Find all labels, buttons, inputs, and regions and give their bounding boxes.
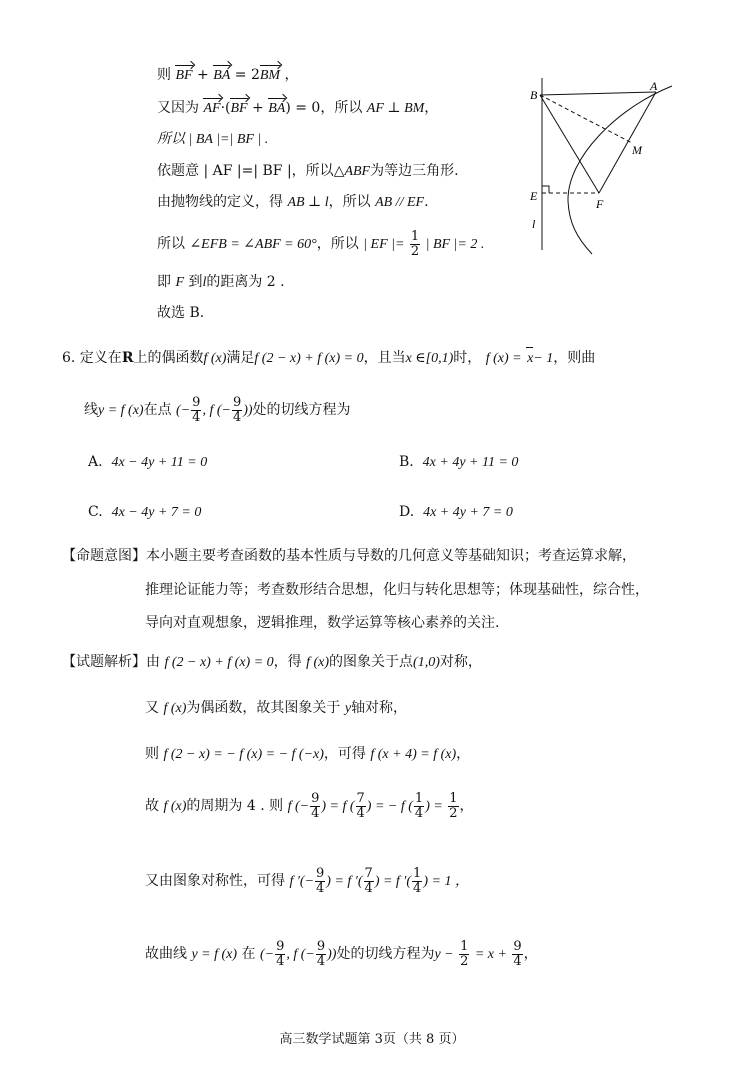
label-m: M <box>632 143 642 157</box>
parabola-curve <box>568 86 672 254</box>
segment-bf <box>540 95 599 193</box>
q6-line-1: 6. 定义在R上的偶函数f (x)满足f (2 − x) + f (x) = 0，且当x ∈[0,1)时， f (x) = x− 1，则曲 <box>62 347 595 369</box>
label-f: F <box>596 197 604 211</box>
q6-option-b[interactable]: B. 4x + 4y + 11 = 0 <box>399 454 519 470</box>
solution-line-4: 依题意 | AF |=| BF |，所以△ABF为等边三角形. <box>157 163 459 179</box>
q6-option-d[interactable]: D. 4x + 4y + 7 = 0 <box>399 504 513 520</box>
label-a: A <box>650 79 658 93</box>
parabola-geometry-figure <box>522 78 682 263</box>
intent-line-3: 导向对直观想象，逻辑推理，数学运算等核心素养的关注. <box>145 615 500 631</box>
segment-fa <box>599 92 656 193</box>
analysis-line-6: 故曲线 y = f (x) 在 (− $\frac{9}{4}$ , f (− $\frac{9}{4}$ ))处的切线方程为y − $\frac{1}{2}$ = x + $\frac{9}{4}$ ， <box>145 938 538 969</box>
analysis-tag: 【试题解析】 <box>62 654 146 670</box>
analysis-line-1: 【试题解析】由 f (2 − x) + f (x) = 0，得 f (x)的图象关于点(1,0)对称， <box>62 654 482 670</box>
solution-line-6: 所以 ∠EFB = ∠ABF = 60°，所以 | EF |= $\frac{1}{2}$ | BF |= 2 . <box>157 228 485 259</box>
vector-bf: BF <box>175 65 192 86</box>
intent-line-1: 【命题意图】本小题主要考查函数的基本性质与导数的几何意义等基础知识；考查运算求解， <box>62 548 636 564</box>
segment-bm-dashed <box>540 95 632 143</box>
solution-line-3: 所以 | BA |=| BF | . <box>157 132 269 147</box>
intent-tag: 【命题意图】 <box>62 548 146 564</box>
label-l: l <box>532 217 536 231</box>
solution-line-1: 则 BF + BA = 2BM ， <box>157 65 299 86</box>
solution-line-2: 又因为 AF·(BF + BA) = 0，所以 AF ⊥ BM， <box>157 98 438 119</box>
solution-line-7: 即 F 到l的距离为 2 . <box>157 274 285 290</box>
analysis-line-3: 则 f (2 − x) = − f (x) = − f (−x)，可得 f (x + 4) = f (x)， <box>145 746 471 762</box>
solution-line-5: 由抛物线的定义，得 AB ⊥ l，所以 AB // EF. <box>157 194 429 210</box>
q6-line-2: 线y = f (x)在点 (− $\frac{9}{4}$ , f (− $\frac{9}{4}$ ))处的切线方程为 <box>84 394 351 425</box>
label-b: B <box>530 88 538 102</box>
page-footer: 高三数学试题第 3页（共 8 页） <box>279 1032 465 1047</box>
intent-line-2: 推理论证能力等；考查数形结合思想，化归与转化思想等；体现基础性，综合性， <box>145 582 649 598</box>
label-e: E <box>530 189 538 203</box>
q6-option-c[interactable]: C. 4x − 4y + 7 = 0 <box>88 504 202 520</box>
solution-line-8: 故选 B. <box>157 305 205 321</box>
vector-bm: BM <box>260 65 280 86</box>
analysis-line-2: 又 f (x)为偶函数，故其图象关于 y轴对称， <box>145 700 408 716</box>
q6-number: 6. <box>62 350 76 366</box>
q6-option-a[interactable]: A. 4x − 4y + 11 = 0 <box>88 454 208 470</box>
analysis-line-5: 又由图象对称性，可得 f ′(− $\frac{9}{4}$ ) = f ′( $\frac{7}{4}$ ) = f ′( $\frac{1}{4}$ ) = 1 ， <box>145 865 469 896</box>
segment-ba <box>540 92 656 95</box>
vector-ba: BA <box>213 65 230 86</box>
analysis-line-4: 故 f (x)的周期为 4 . 则 f (− $\frac{9}{4}$ ) = f ( $\frac{7}{4}$ ) = − f ( $\frac{1}{4}$ ) = $\frac{1}{2}$ ， <box>145 790 474 821</box>
right-angle-mark <box>542 186 549 193</box>
